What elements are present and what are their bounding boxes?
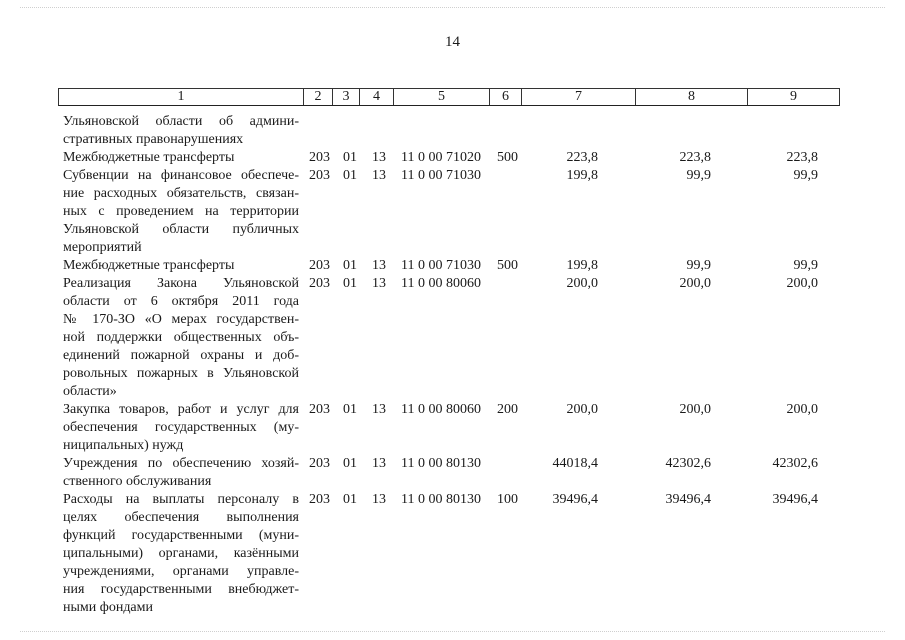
bottom-edge-scan-marks: [20, 631, 885, 633]
cell-c3: 01: [343, 150, 357, 165]
cell-c3: 01: [343, 492, 357, 507]
cell-c9: 99,9: [793, 168, 818, 183]
row-name: [63, 491, 299, 617]
cell-c4: 13: [372, 402, 386, 417]
header-col-6: 6: [489, 89, 521, 105]
row-name-line: обеспечения государственных (му-: [63, 420, 299, 435]
table-row: [0, 275, 905, 401]
cell-c6: 500: [497, 258, 518, 273]
row-name-line: ной поддержки общественных объ-: [63, 330, 299, 345]
table-row: [0, 257, 905, 275]
cell-c2: 203: [309, 168, 330, 183]
row-name-line: стративных правонарушениях: [63, 132, 244, 147]
top-edge-scan-marks: [20, 7, 885, 9]
cell-c8: 42302,6: [665, 456, 711, 471]
row-name-line: Межбюджетные трансферты: [63, 150, 235, 165]
cell-c2: 203: [309, 402, 330, 417]
row-name-line: области от 6 октября 2011 года: [63, 294, 299, 309]
cell-c2: 203: [309, 150, 330, 165]
cell-c4: 13: [372, 258, 386, 273]
cell-c5: 11 0 00 71030: [401, 168, 481, 183]
row-name: [63, 275, 299, 401]
cell-c4: 13: [372, 150, 386, 165]
row-name-line: Межбюджетные трансферты: [63, 258, 235, 273]
header-col-4: 4: [359, 89, 393, 105]
cell-c7: 200,0: [566, 402, 598, 417]
cell-c7: 200,0: [566, 276, 598, 291]
cell-c5: 11 0 00 80130: [401, 456, 481, 471]
row-name-line: ниципальных) нужд: [63, 438, 184, 453]
cell-c7: 223,8: [566, 150, 598, 165]
row-name-line: ровольных пожарных в Ульяновской: [63, 366, 299, 381]
row-name-line: Закупка товаров, работ и услуг для: [63, 402, 299, 417]
header-col-8: 8: [635, 89, 747, 105]
row-name-line: Ульяновской области публичных: [63, 222, 299, 237]
cell-c8: 223,8: [679, 150, 711, 165]
cell-c3: 01: [343, 258, 357, 273]
cell-c8: 99,9: [686, 258, 711, 273]
row-name: [63, 149, 299, 167]
row-name-line: мероприятий: [63, 240, 142, 255]
cell-c9: 42302,6: [772, 456, 818, 471]
cell-c6: 500: [497, 150, 518, 165]
cell-c7: 199,8: [566, 168, 598, 183]
row-name-line: ными фондами: [63, 600, 154, 615]
cell-c5: 11 0 00 80060: [401, 402, 481, 417]
row-name-line: области»: [63, 384, 117, 399]
table-row: [0, 167, 905, 257]
table-row: [0, 113, 905, 149]
table-row: [0, 401, 905, 455]
table-body: [0, 113, 905, 617]
cell-c9: 39496,4: [772, 492, 818, 507]
row-name: [63, 167, 299, 257]
row-name: [63, 401, 299, 455]
cell-c3: 01: [343, 402, 357, 417]
row-name-line: № 170-ЗО «О мерах государствен-: [63, 312, 299, 327]
cell-c2: 203: [309, 276, 330, 291]
row-name: [63, 113, 299, 149]
row-name-line: Учреждения по обеспечению хозяй-: [63, 456, 299, 471]
cell-c8: 39496,4: [665, 492, 711, 507]
header-col-3: 3: [332, 89, 359, 105]
cell-c9: 200,0: [786, 276, 818, 291]
table-row: [0, 149, 905, 167]
row-name-line: Расходы на выплаты персоналу в: [63, 492, 299, 507]
cell-c7: 39496,4: [552, 492, 598, 507]
cell-c4: 13: [372, 492, 386, 507]
table-header-row: [58, 88, 840, 106]
cell-c8: 200,0: [679, 402, 711, 417]
cell-c8: 99,9: [686, 168, 711, 183]
row-name: [63, 257, 299, 275]
row-name-line: ственного обслуживания: [63, 474, 212, 489]
cell-c9: 99,9: [793, 258, 818, 273]
cell-c2: 203: [309, 258, 330, 273]
header-col-2: 2: [303, 89, 332, 105]
cell-c5: 11 0 00 80130: [401, 492, 481, 507]
table-row: [0, 455, 905, 491]
cell-c9: 200,0: [786, 402, 818, 417]
row-name-line: Субвенции на финансовое обеспече-: [63, 168, 299, 183]
row-name-line: функций государственными (муни-: [63, 528, 299, 543]
row-name-line: ных с проведением на территории: [63, 204, 299, 219]
cell-c7: 44018,4: [552, 456, 598, 471]
cell-c4: 13: [372, 456, 386, 471]
cell-c9: 223,8: [786, 150, 818, 165]
cell-c2: 203: [309, 492, 330, 507]
row-name-line: ние расходных обязательств, связан-: [63, 186, 299, 201]
header-col-1: 1: [177, 89, 185, 104]
cell-c4: 13: [372, 276, 386, 291]
row-name-line: целях обеспечения выполнения: [63, 510, 299, 525]
cell-c3: 01: [343, 168, 357, 183]
cell-c5: 11 0 00 71020: [401, 150, 481, 165]
cell-c4: 13: [372, 168, 386, 183]
cell-c5: 11 0 00 71030: [401, 258, 481, 273]
row-name-line: Ульяновской области об админи-: [63, 114, 299, 129]
row-name-line: учреждениями, органами управле-: [63, 564, 299, 579]
cell-c6: 200: [497, 402, 518, 417]
header-col-5: 5: [393, 89, 489, 105]
row-name-line: ния государственными внебюджет-: [63, 582, 299, 597]
cell-c6: 100: [497, 492, 518, 507]
row-name-line: единений пожарной охраны и доб-: [63, 348, 299, 363]
table-row: [0, 491, 905, 617]
page-number: 14: [445, 34, 460, 50]
cell-c7: 199,8: [566, 258, 598, 273]
row-name-line: ципальными) органами, казёнными: [63, 546, 299, 561]
cell-c2: 203: [309, 456, 330, 471]
header-col-9: 9: [747, 89, 839, 105]
cell-c3: 01: [343, 276, 357, 291]
cell-c8: 200,0: [679, 276, 711, 291]
row-name: [63, 455, 299, 491]
row-name-line: Реализация Закона Ульяновской: [63, 276, 299, 291]
cell-c3: 01: [343, 456, 357, 471]
header-col-7: 7: [521, 89, 635, 105]
cell-c5: 11 0 00 80060: [401, 276, 481, 291]
